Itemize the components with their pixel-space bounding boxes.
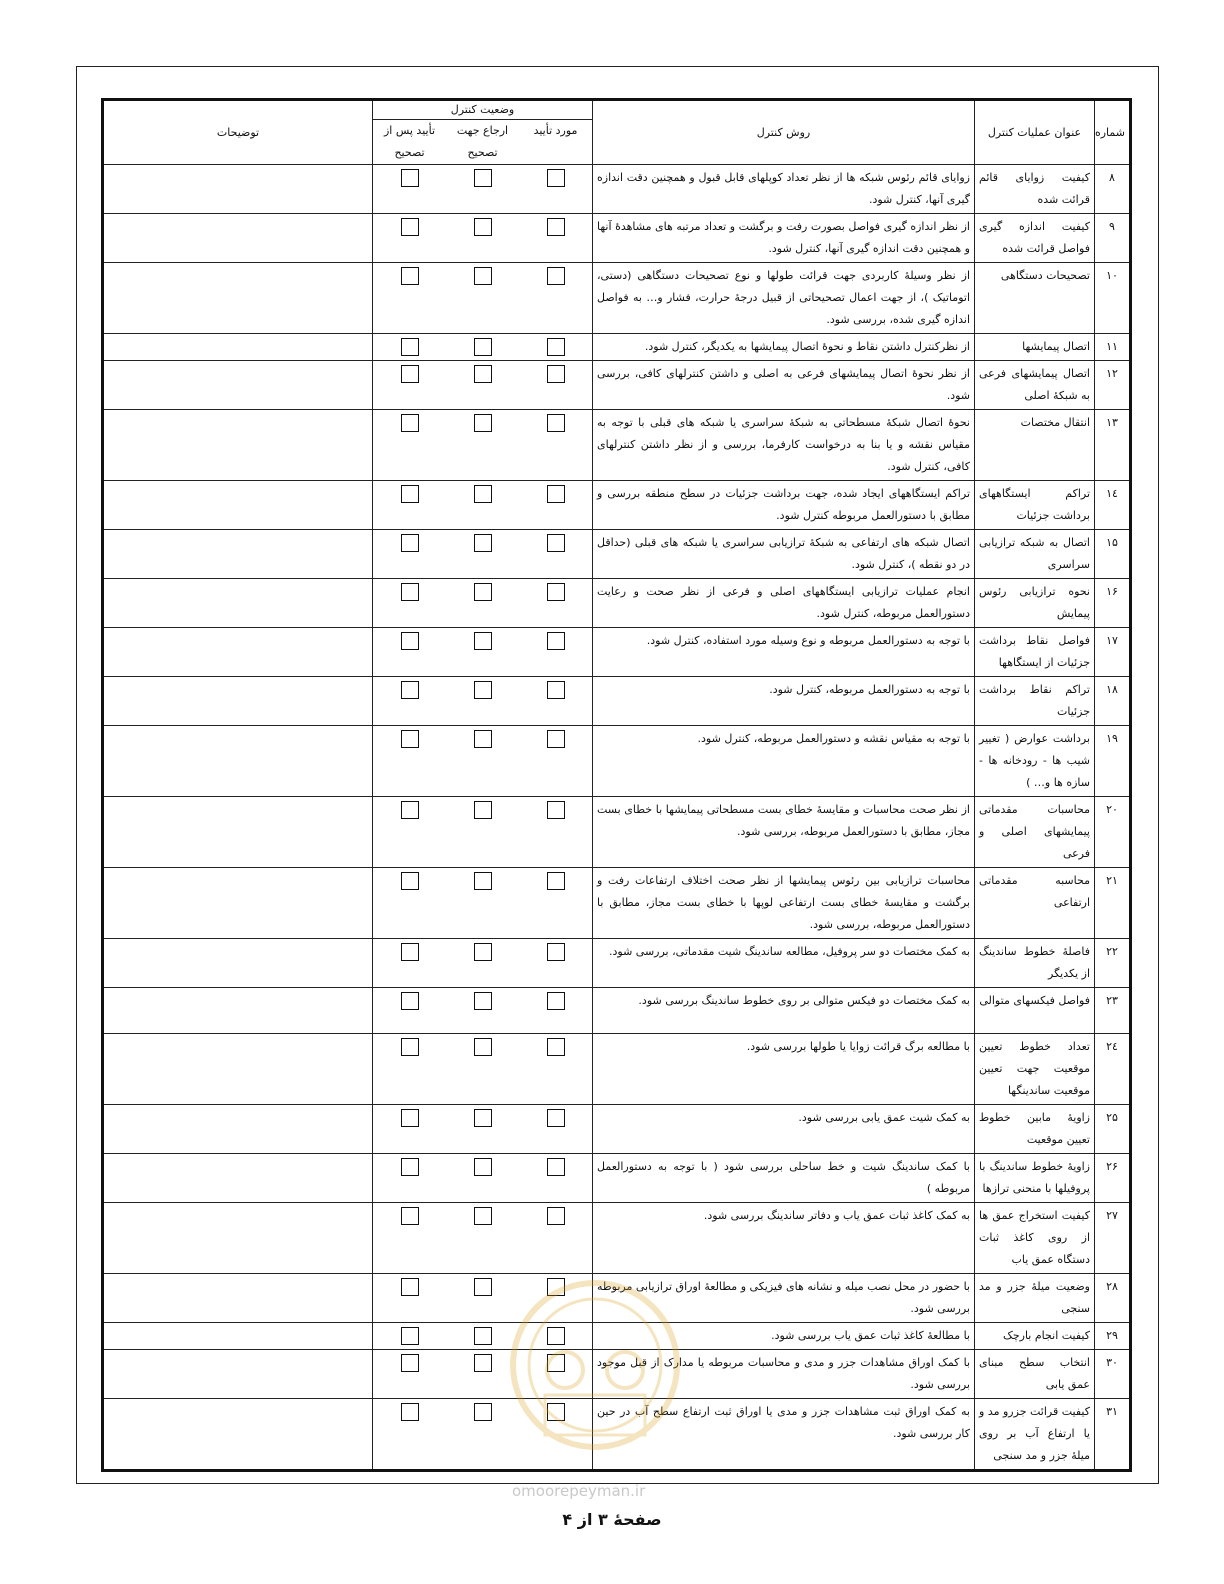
row-notes[interactable] [103, 628, 373, 677]
table-row [103, 628, 1131, 677]
return-checkbox[interactable] [474, 681, 492, 699]
row-notes[interactable] [103, 481, 373, 530]
row-method: تراکم ایستگاههای ایجاد شده، جهت برداشت جزئیات در سطح منطقه بررسی و مطابق با دستورالعمل مربوطه کنترل شود. [593, 481, 975, 530]
after-correction-checkbox[interactable] [401, 632, 419, 650]
row-status [373, 165, 593, 214]
row-number: ۲۹ [1095, 1323, 1131, 1350]
row-method: نحوهٔ اتصال شبکهٔ مسطحاتی به شبکهٔ سراسری یا شبکه های قبلی با توجه به مقیاس نقشه و یا بنا به درخواست کارفرما، بررسی و از نظر داشتن کنترلهای کافی، کنترل شود. [593, 410, 975, 481]
after-correction-checkbox[interactable] [401, 1038, 419, 1056]
after-correction-checkbox[interactable] [401, 992, 419, 1010]
row-method: زوایای قائم رئوس شبکه ها از نظر تعداد کوپلهای قابل قبول و همچنین دقت اندازه گیری آنها، کنترل شود. [593, 165, 975, 214]
header-status-return: ارجاع جهت تصحیح [456, 124, 509, 159]
header-status-group: وضعیت کنترل [373, 100, 593, 120]
row-title: نحوه ترازیابی رئوس پیمایش [975, 579, 1095, 628]
row-title: کیفیت زوایای قائم قرائت شده [975, 165, 1095, 214]
row-notes[interactable] [103, 165, 373, 214]
return-checkbox[interactable] [474, 1038, 492, 1056]
row-notes[interactable] [103, 214, 373, 263]
after-correction-checkbox[interactable] [401, 414, 419, 432]
row-number: ۱٤ [1095, 481, 1131, 530]
return-checkbox[interactable] [474, 534, 492, 552]
return-checkbox[interactable] [474, 1354, 492, 1372]
row-notes[interactable] [103, 1350, 373, 1399]
row-status [373, 361, 593, 410]
after-correction-checkbox[interactable] [401, 1158, 419, 1176]
return-checkbox[interactable] [474, 992, 492, 1010]
row-number: ۲۷ [1095, 1203, 1131, 1274]
after-correction-checkbox[interactable] [401, 534, 419, 552]
header-status-subcolumns [373, 120, 593, 165]
row-title: کیفیت قرائت جزرو مد و یا ارتفاع آب بر روی میلهٔ جزر و مد سنجی [975, 1399, 1095, 1471]
row-method: از نظر نحوهٔ اتصال پیمایشهای فرعی به اصلی و داشتن کنترلهای کافی، بررسی شود. [593, 361, 975, 410]
row-status [373, 334, 593, 361]
return-checkbox[interactable] [474, 1207, 492, 1225]
table-header-row [103, 100, 1131, 120]
table-row [103, 263, 1131, 334]
return-checkbox[interactable] [474, 485, 492, 503]
approved-checkbox[interactable] [547, 169, 565, 187]
row-number: ۲۵ [1095, 1105, 1131, 1154]
row-status [373, 214, 593, 263]
row-status [373, 1034, 593, 1105]
row-method: از نظر وسیلهٔ کاربردی جهت قرائت طولها و نوع تصحیحات دستگاهی (دستی، اتوماتیک )، از جهت اعمال تصحیحاتی از قبیل درجهٔ حرارت، فشار و… به فواصل اندازه گیری شده، بررسی شود. [593, 263, 975, 334]
header-title: عنوان عملیات کنترل [975, 100, 1095, 165]
return-checkbox[interactable] [474, 169, 492, 187]
row-number: ۲۰ [1095, 797, 1131, 868]
row-number: ۲۲ [1095, 939, 1131, 988]
approved-checkbox[interactable] [547, 534, 565, 552]
approved-checkbox[interactable] [547, 1038, 565, 1056]
approved-checkbox[interactable] [547, 414, 565, 432]
row-status [373, 1154, 593, 1203]
return-checkbox[interactable] [474, 632, 492, 650]
row-notes[interactable] [103, 939, 373, 988]
row-method: به کمک کاغذ ثبات عمق یاب و دفاتر ساندینگ بررسی شود. [593, 1203, 975, 1274]
return-checkbox[interactable] [474, 414, 492, 432]
table-row [103, 481, 1131, 530]
return-checkbox[interactable] [474, 1403, 492, 1421]
row-notes[interactable] [103, 1399, 373, 1471]
row-method: از نظرکنترل داشتن نقاط و نحوهٔ اتصال پیمایشها به یکدیگر، کنترل شود. [593, 334, 975, 361]
row-title: برداشت عوارض ( تغییر شیب ها - رودخانه ها - سازه ها و… ) [975, 726, 1095, 797]
row-title: انتخاب سطح مبنای عمق یابی [975, 1350, 1095, 1399]
return-checkbox[interactable] [474, 365, 492, 383]
after-correction-checkbox[interactable] [401, 583, 419, 601]
row-method: با حضور در محل نصب میله و نشانه های فیزیکی و مطالعهٔ اوراق ترازیابی مربوطه بررسی شود. [593, 1274, 975, 1323]
after-correction-checkbox[interactable] [401, 1403, 419, 1421]
row-status [373, 481, 593, 530]
row-number: ۲۳ [1095, 988, 1131, 1034]
row-title: زاویهٔ خطوط ساندینگ با پروفیلها با منحنی ترازها [975, 1154, 1095, 1203]
row-method: محاسبات ترازیابی بین رئوس پیمایشها از نظر صحت اختلاف ارتفاعات رفت و برگشت و مقایسهٔ خطای بست ارتفاعی لوپها با خطای بست مجاز، مطابق با دستورالعمل مربوطه، بررسی شود. [593, 868, 975, 939]
row-title: محاسبات مقدماتی پیمایشهای اصلی و فرعی [975, 797, 1095, 868]
after-correction-checkbox[interactable] [401, 1354, 419, 1372]
row-status [373, 579, 593, 628]
row-method: به کمک شیت عمق یابی بررسی شود. [593, 1105, 975, 1154]
return-checkbox[interactable] [474, 338, 492, 356]
after-correction-checkbox[interactable] [401, 872, 419, 890]
after-correction-checkbox[interactable] [401, 943, 419, 961]
approved-checkbox[interactable] [547, 485, 565, 503]
row-title: وضعیت میلهٔ جزر و مد سنجی [975, 1274, 1095, 1323]
return-checkbox[interactable] [474, 943, 492, 961]
row-number: ۱۶ [1095, 579, 1131, 628]
row-notes[interactable] [103, 677, 373, 726]
after-correction-checkbox[interactable] [401, 1109, 419, 1127]
row-title: اتصال پیمایشها [975, 334, 1095, 361]
approved-checkbox[interactable] [547, 992, 565, 1010]
after-correction-checkbox[interactable] [401, 801, 419, 819]
row-title: تراکم ایستگاههای برداشت جزئیات [975, 481, 1095, 530]
table-row [103, 530, 1131, 579]
after-correction-checkbox[interactable] [401, 681, 419, 699]
row-number: ۱۹ [1095, 726, 1131, 797]
approved-checkbox[interactable] [547, 267, 565, 285]
table-row [103, 579, 1131, 628]
row-status [373, 410, 593, 481]
row-title: انتقال مختصات [975, 410, 1095, 481]
row-status [373, 868, 593, 939]
approved-checkbox[interactable] [547, 801, 565, 819]
after-correction-checkbox[interactable] [401, 338, 419, 356]
table-row [103, 1034, 1131, 1105]
row-notes[interactable] [103, 1203, 373, 1274]
table-row [103, 677, 1131, 726]
row-title: کیفیت استخراج عمق ها از روی کاغذ ثبات دستگاه عمق یاب [975, 1203, 1095, 1274]
approved-checkbox[interactable] [547, 872, 565, 890]
return-checkbox[interactable] [474, 872, 492, 890]
return-checkbox[interactable] [474, 583, 492, 601]
row-notes[interactable] [103, 726, 373, 797]
approved-checkbox[interactable] [547, 730, 565, 748]
approved-checkbox[interactable] [547, 943, 565, 961]
table-row [103, 1154, 1131, 1203]
row-method: با توجه به مقیاس نقشه و دستورالعمل مربوطه، کنترل شود. [593, 726, 975, 797]
table-row [103, 165, 1131, 214]
row-title: تراکم نقاط برداشت جزئیات [975, 677, 1095, 726]
row-notes[interactable] [103, 334, 373, 361]
row-status [373, 263, 593, 334]
row-title: فواصل نقاط برداشت جزئیات از ایستگاهها [975, 628, 1095, 677]
row-status [373, 988, 593, 1034]
header-notes: توضیحات [103, 100, 373, 165]
approved-checkbox[interactable] [547, 1109, 565, 1127]
row-status [373, 628, 593, 677]
table-row [103, 988, 1131, 1034]
row-number: ۳۱ [1095, 1399, 1131, 1471]
approved-checkbox[interactable] [547, 681, 565, 699]
return-checkbox[interactable] [474, 730, 492, 748]
row-method: به کمک مختصات دو سر پروفیل، مطالعه ساندینگ شیت مقدماتی، بررسی شود. [593, 939, 975, 988]
header-status-approved: مورد تأیید [533, 124, 578, 137]
row-notes[interactable] [103, 263, 373, 334]
row-number: ۱۱ [1095, 334, 1131, 361]
table-row [103, 214, 1131, 263]
row-status [373, 1203, 593, 1274]
row-title: کیفیت انجام بارچک [975, 1323, 1095, 1350]
header-number: شماره [1095, 100, 1131, 165]
return-checkbox[interactable] [474, 801, 492, 819]
row-title: اتصال به شبکه ترازیابی سراسری [975, 530, 1095, 579]
row-method: از نظر صحت محاسبات و مقایسهٔ خطای بست مسطحاتی پیمایشها با خطای بست مجاز، مطابق با دستورالعمل مربوطه، بررسی شود. [593, 797, 975, 868]
row-notes[interactable] [103, 361, 373, 410]
row-notes[interactable] [103, 797, 373, 868]
row-number: ۱۰ [1095, 263, 1131, 334]
row-notes[interactable] [103, 530, 373, 579]
row-method: با مطالعه برگ قرائت زوایا یا طولها بررسی شود. [593, 1034, 975, 1105]
row-method: انجام عملیات ترازیابی ایستگاههای اصلی و فرعی از نظر صحت و رعایت دستورالعمل مربوطه، کنترل شود. [593, 579, 975, 628]
approved-checkbox[interactable] [547, 1207, 565, 1225]
row-method: با توجه به دستورالعمل مربوطه، کنترل شود. [593, 677, 975, 726]
row-number: ۸ [1095, 165, 1131, 214]
row-number: ۱۳ [1095, 410, 1131, 481]
approved-checkbox[interactable] [547, 632, 565, 650]
watermark-text: omoorepeyman.ir [512, 1482, 646, 1500]
row-title: محاسبه مقدماتی ارتفاعی [975, 868, 1095, 939]
row-method: با مطالعهٔ کاغذ ثبات عمق یاب بررسی شود. [593, 1323, 975, 1350]
row-number: ۱۵ [1095, 530, 1131, 579]
row-notes[interactable] [103, 868, 373, 939]
row-status [373, 797, 593, 868]
after-correction-checkbox[interactable] [401, 1327, 419, 1345]
return-checkbox[interactable] [474, 1327, 492, 1345]
row-method: به کمک مختصات دو فیکس متوالی بر روی خطوط ساندینگ بررسی شود. [593, 988, 975, 1034]
row-title: کیفیت اندازه گیری فواصل قرائت شده [975, 214, 1095, 263]
row-status [373, 726, 593, 797]
row-method: با کمک ساندینگ شیت و خط ساحلی بررسی شود ( با توجه به دستورالعمل مربوطه ) [593, 1154, 975, 1203]
after-correction-checkbox[interactable] [401, 1207, 419, 1225]
control-checklist-table [101, 98, 1132, 1472]
row-notes[interactable] [103, 1105, 373, 1154]
row-method: با توجه به دستورالعمل مربوطه و نوع وسیله مورد استفاده، کنترل شود. [593, 628, 975, 677]
table-row [103, 939, 1131, 988]
after-correction-checkbox[interactable] [401, 365, 419, 383]
row-title: زاویهٔ مابین خطوط تعیین موقعیت [975, 1105, 1095, 1154]
row-method: از نظر اندازه گیری فواصل بصورت رفت و برگشت و تعداد مرتبه های مشاهدهٔ آنها و همچنین دقت اندازه گیری آنها، کنترل شود. [593, 214, 975, 263]
row-number: ۲۸ [1095, 1274, 1131, 1323]
header-status-after: تأیید پس از تصحیح [383, 124, 435, 159]
row-number: ۳۰ [1095, 1350, 1131, 1399]
row-title: تصحیحات دستگاهی [975, 263, 1095, 334]
row-status [373, 1105, 593, 1154]
return-checkbox[interactable] [474, 1278, 492, 1296]
return-checkbox[interactable] [474, 218, 492, 236]
row-status [373, 939, 593, 988]
approved-checkbox[interactable] [547, 1158, 565, 1176]
row-title: تعداد خطوط تعیین موقعیت جهت تعیین موقعیت ساندینگها [975, 1034, 1095, 1105]
row-status [373, 677, 593, 726]
table-row [103, 1203, 1131, 1274]
table-row [103, 868, 1131, 939]
return-checkbox[interactable] [474, 1109, 492, 1127]
page-number-label: صفحهٔ ۳ از ۴ [562, 1510, 662, 1529]
after-correction-checkbox[interactable] [401, 267, 419, 285]
row-number: ۲٤ [1095, 1034, 1131, 1105]
stamp-logo [505, 1270, 685, 1460]
row-status [373, 530, 593, 579]
row-number: ۱۸ [1095, 677, 1131, 726]
approved-checkbox[interactable] [547, 338, 565, 356]
after-correction-checkbox[interactable] [401, 730, 419, 748]
row-method: به کمک اوراق ثبت مشاهدات جزر و مدی یا اوراق ثبت ارتفاع سطح آب در حین کار بررسی شود. [593, 1399, 975, 1471]
table-row [103, 797, 1131, 868]
row-number: ۹ [1095, 214, 1131, 263]
after-correction-checkbox[interactable] [401, 169, 419, 187]
return-checkbox[interactable] [474, 1158, 492, 1176]
row-number: ۲۶ [1095, 1154, 1131, 1203]
row-number: ۱۷ [1095, 628, 1131, 677]
table-row [103, 1105, 1131, 1154]
row-method: با کمک اوراق مشاهدات جزر و مدی و محاسبات مربوطه یا مدارک از قبل موجود بررسی شود. [593, 1350, 975, 1399]
approved-checkbox[interactable] [547, 365, 565, 383]
row-notes[interactable] [103, 1274, 373, 1323]
approved-checkbox[interactable] [547, 218, 565, 236]
row-notes[interactable] [103, 579, 373, 628]
row-notes[interactable] [103, 1034, 373, 1105]
row-notes[interactable] [103, 1154, 373, 1203]
return-checkbox[interactable] [474, 267, 492, 285]
table-row [103, 726, 1131, 797]
row-notes[interactable] [103, 1323, 373, 1350]
row-title: اتصال پیمایشهای فرعی به شبکهٔ اصلی [975, 361, 1095, 410]
row-title: فواصل فیکسهای متوالی [975, 988, 1095, 1034]
row-notes[interactable] [103, 988, 373, 1034]
table-row [103, 361, 1131, 410]
row-number: ۲۱ [1095, 868, 1131, 939]
after-correction-checkbox[interactable] [401, 218, 419, 236]
row-number: ۱۲ [1095, 361, 1131, 410]
approved-checkbox[interactable] [547, 583, 565, 601]
row-notes[interactable] [103, 410, 373, 481]
table-row [103, 410, 1131, 481]
header-method: روش کنترل [593, 100, 975, 165]
row-method: اتصال شبکه های ارتفاعی به شبکهٔ ترازیابی سراسری یا شبکه های قبلی (حداقل در دو نقطه )، کنترل شود. [593, 530, 975, 579]
row-title: فاصلهٔ خطوط ساندینگ از یکدیگر [975, 939, 1095, 988]
after-correction-checkbox[interactable] [401, 485, 419, 503]
after-correction-checkbox[interactable] [401, 1278, 419, 1296]
table-row [103, 334, 1131, 361]
